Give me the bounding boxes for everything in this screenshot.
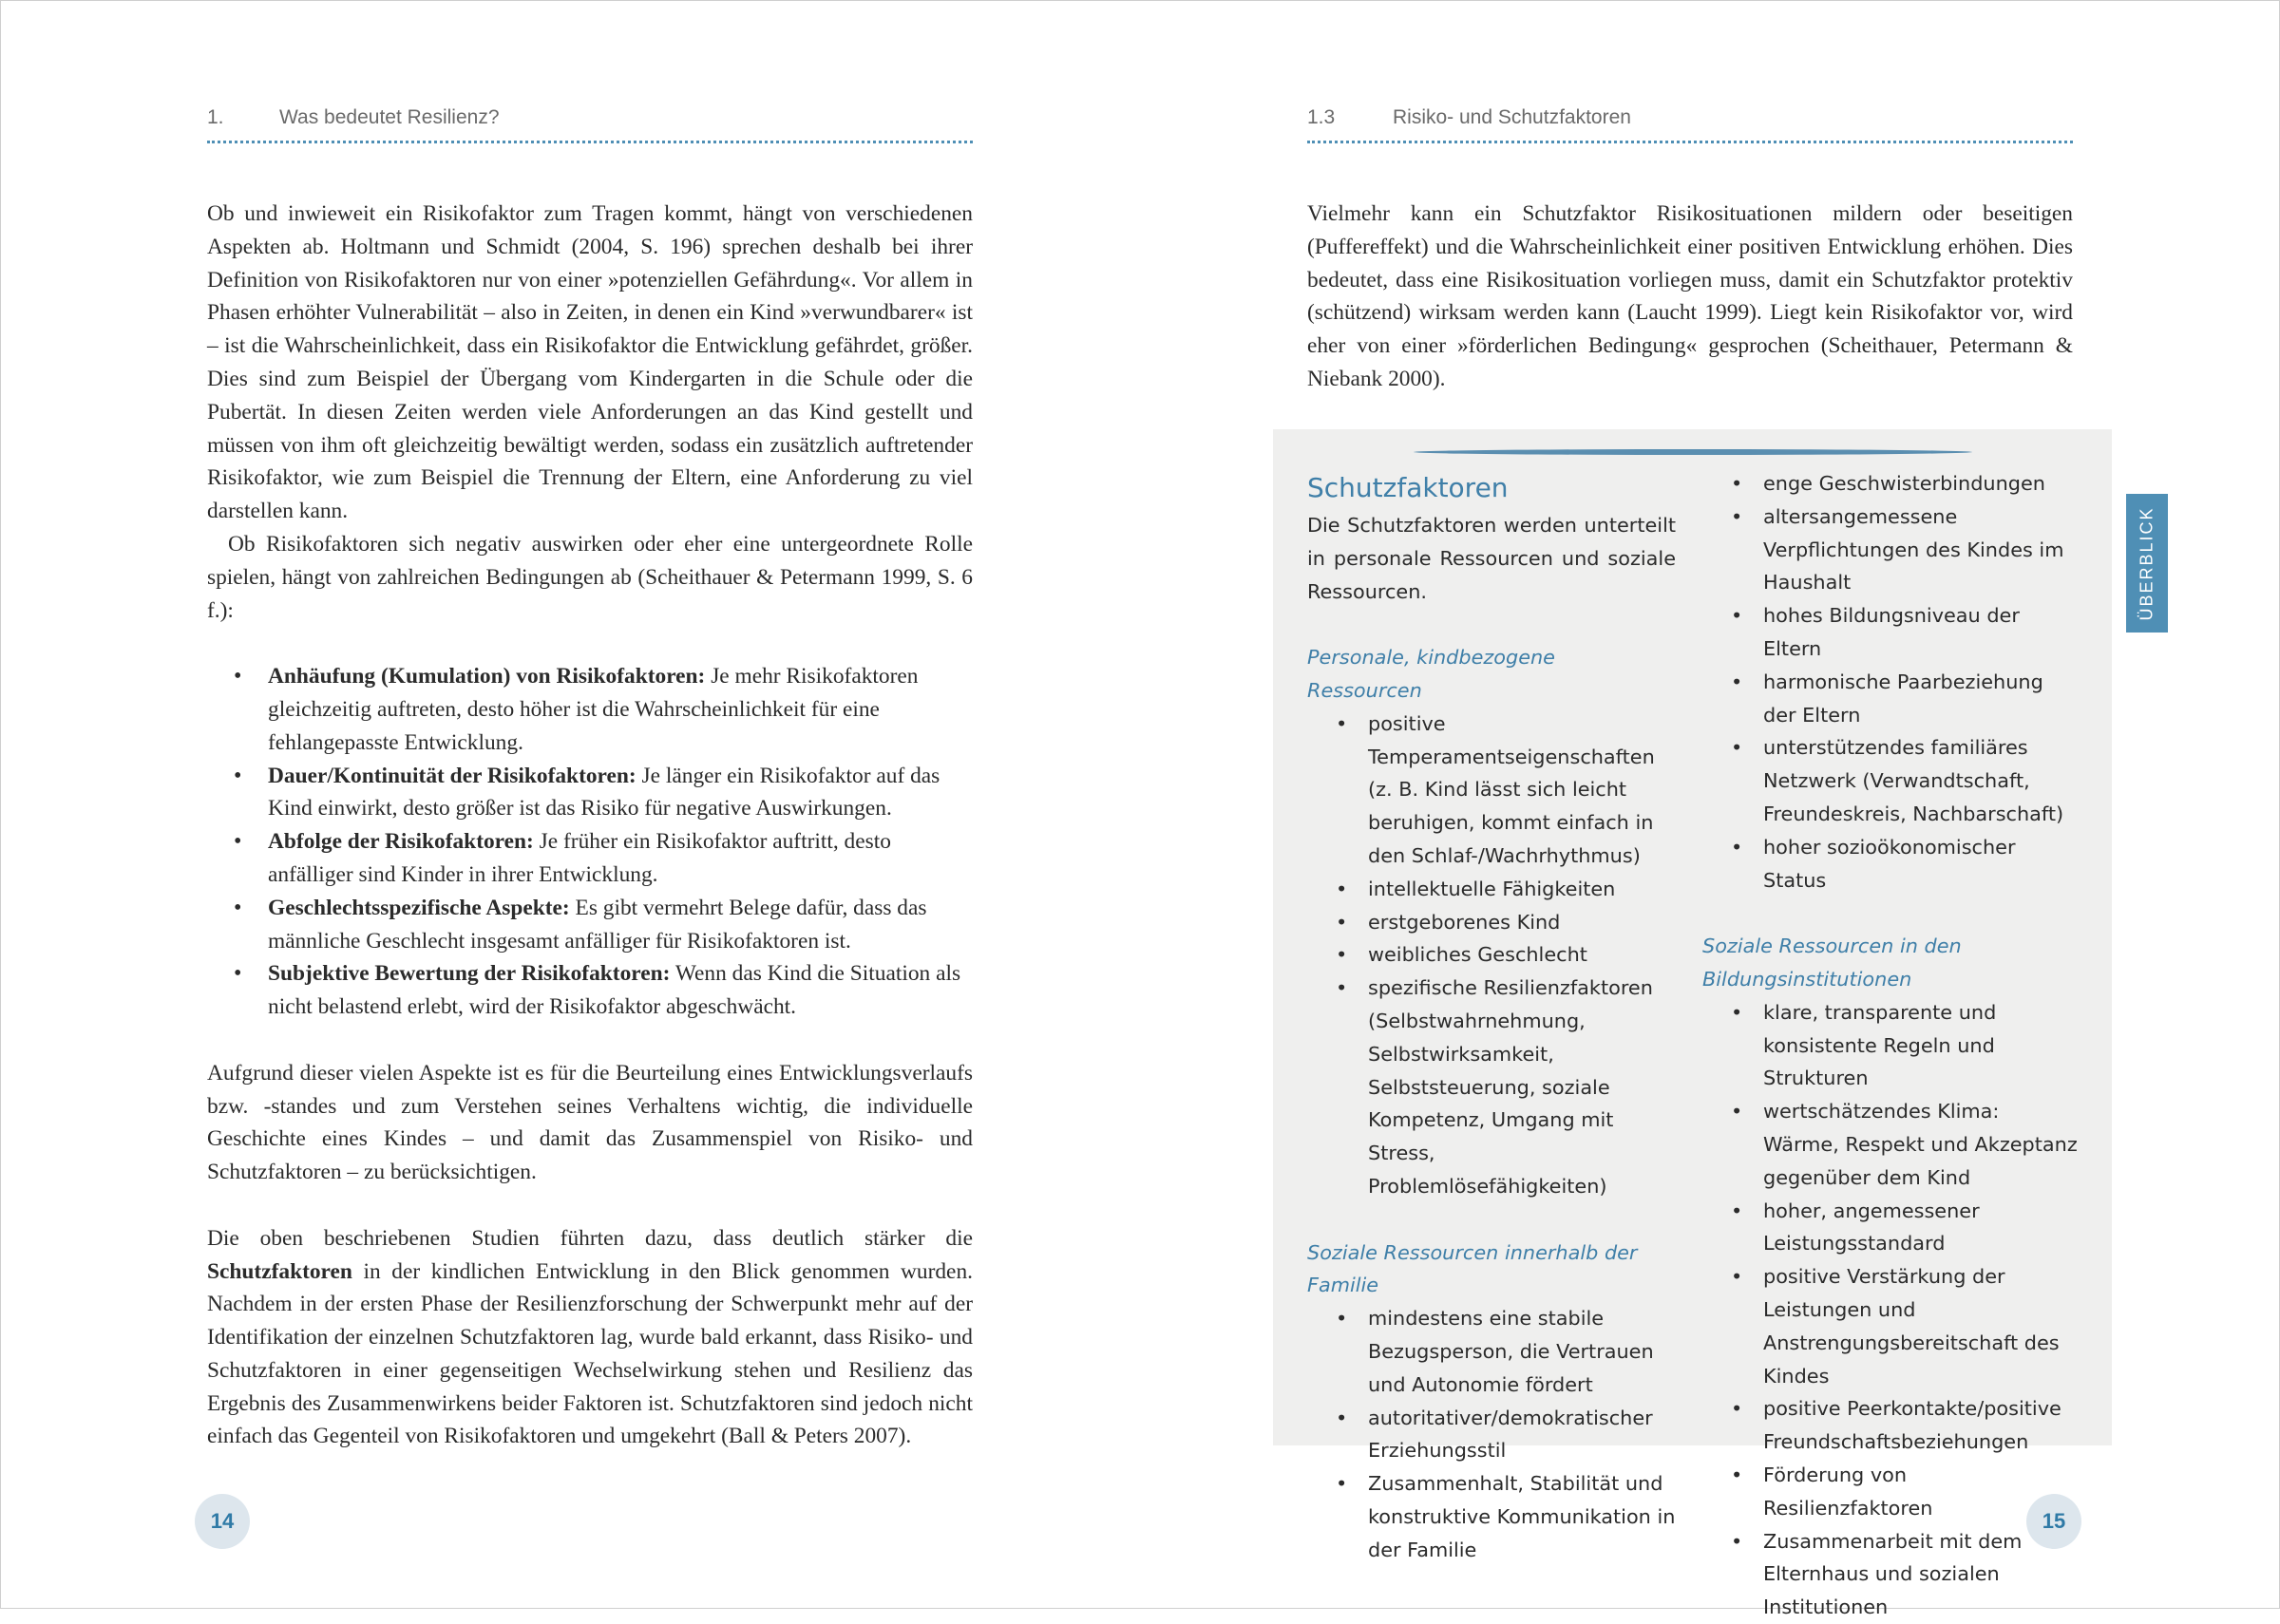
decorative-rule — [1414, 449, 1972, 455]
list-item: • spezifische Resilienzfaktoren (Selbstwahrnehmung, Selbstwirksamkeit, Selbststeuerung, soziale Kompetenz, Umgang mit Stress, Problemlösefähigkeiten) — [1368, 972, 1676, 1203]
personal-resources-list — [1307, 708, 1676, 1203]
list-item: • Geschlechtsspezifische Aspekte: Es gibt vermehrt Belege dafür, dass das männliche Geschlecht insgesamt anfälliger für Risikofaktoren ist. — [268, 892, 973, 958]
list-item: • altersangemessene Verpflichtungen des Kindes im Haushalt — [1763, 500, 2078, 599]
list-item: • hoher, angemessener Leistungsstandard — [1763, 1195, 2078, 1261]
list-item: • weibliches Geschlecht — [1368, 938, 1676, 972]
list-item: • Förderung von Resilienzfaktoren — [1763, 1459, 2078, 1525]
list-item: • positive Peerkontakte/positive Freundschaftsbeziehungen — [1763, 1392, 2078, 1459]
page-number: 14 — [195, 1494, 250, 1549]
paragraph: Ob und inwieweit ein Risikofaktor zum Tragen kommt, hängt von verschiedenen Aspekten ab. Holtmann und Schmidt (2004, S. 196) sprechen deshalb bei ihrer Definition von Risikofaktoren nur von einer »potenziellen Gefährdung«. Vor allem in Phasen erhöhter Vulnerabilität – also in Zeiten, in denen ein Kind »verwundbarer« ist – ist die Wahrscheinlichkeit, dass ein Risikofaktor die Entwicklung gefährdet, größer. Dies sind zum Beispiel der Übergang vom Kindergarten in die Schule oder die Pubertät. In diesen Zeiten werden viele Anforderungen an das Kind gestellt und müssen von ihm oft gleichzeitig bewältigt werden, sodass ein zusätzlich auftretender Risikofaktor, wie zum Beispiel die Trennung der Eltern, eine Anforderung zu viel darstellen kann. — [207, 201, 973, 524]
section-number: 1.3 — [1307, 106, 1336, 128]
overview-side-tab — [2126, 494, 2168, 633]
list-item: • hohes Bildungsniveau der Eltern — [1763, 599, 2078, 666]
paragraph: Vielmehr kann ein Schutzfaktor Risikosituationen mildern oder beseitigen (Puffereffekt) und die Wahrscheinlichkeit einer positiven Entwicklung erhöhen. Dies bedeutet, dass eine Risikosituation vorliegen muss, damit ein Schutzfaktor protektiv (schützend) wirksam werden kann (Laucht 1999). Liegt kein Risikofaktor vor, wird eher von einer »förderlichen Bedingung« gesprochen (Scheithauer, Petermann & Niebank 2000). — [1307, 201, 2073, 391]
list-item: • unterstützendes familiäres Netzwerk (Verwandtschaft, Freundeskreis, Nachbarschaft) — [1763, 731, 2078, 830]
section-title: Risiko- und Schutzfaktoren — [1393, 106, 1631, 128]
section-heading: Soziale Ressourcen innerhalb der Familie — [1307, 1240, 1638, 1297]
box-title: Schutzfaktoren — [1307, 472, 1509, 503]
paragraph: Ob Risikofaktoren sich negativ auswirken oder eher eine untergeordnete Rolle spielen, hängt von zahlreichen Bedingungen ab (Scheithauer & Petermann 1999, S. 6 f.): — [207, 531, 973, 623]
list-item: • harmonische Paarbeziehung der Eltern — [1763, 666, 2078, 732]
list-item: • autoritativer/demokratischer Erziehungsstil — [1368, 1402, 1676, 1468]
section-heading: Soziale Ressourcen in den Bildungsinstitutionen — [1702, 935, 1962, 991]
list-item: • mindestens eine stabile Bezugsperson, die Vertrauen und Autonomie fördert — [1368, 1302, 1676, 1401]
list-item: • erstgeborenes Kind — [1368, 906, 1676, 939]
risk-factor-conditions-list — [207, 660, 973, 1024]
right-page — [1140, 0, 2280, 1619]
list-item: • hoher sozioökonomischer Status — [1763, 831, 2078, 897]
running-head-right — [1307, 103, 2073, 143]
running-head-left — [207, 103, 973, 143]
list-item: • Abfolge der Risikofaktoren: Je früher ein Risikofaktor auftritt, desto anfälliger sind Kinder in ihrer Entwicklung. — [268, 825, 973, 892]
list-item: • intellektuelle Fähigkeiten — [1368, 873, 1676, 906]
paragraph: Die oben beschriebenen Studien führten dazu, dass deutlich stärker die Schutzfaktoren in der kindlichen Entwicklung in den Blick genommen wurden. Nachdem in der ersten Phase der Resilienzforschung der Schwerpunkt mehr auf der Identifikation der einzelnen Schutzfaktoren lag, wurde bald erkannt, dass Risiko- und Schutzfaktoren in einer gegenseitigen Wechselwirkung stehen und Resilienz das Ergebnis des Zusammenwirkens beider Faktoren ist. Schutzfaktoren sind jedoch nicht einfach das Gegenteil von Risikofaktoren und umgekehrt (Ball & Peters 2007). — [207, 1225, 973, 1449]
right-body-text — [1307, 198, 2073, 396]
left-page — [0, 0, 1140, 1609]
list-item: • Zusammenhalt, Stabilität und konstruktive Kommunikation in der Familie — [1368, 1467, 1676, 1566]
family-resources-list-continued — [1702, 467, 2078, 897]
list-item: • Subjektive Bewertung der Risikofaktoren: Wenn das Kind die Situation als nicht belastend erlebt, wird der Risikofaktor abgeschwächt. — [268, 957, 973, 1024]
list-item: • positive Temperamentseigenschaften (z. B. Kind lässt sich leicht beruhigen, kommt einfach in den Schlaf-/Wachrhythmus) — [1368, 708, 1676, 873]
chapter-title: Was bedeutet Resilienz? — [279, 106, 500, 128]
list-item: • Dauer/Kontinuität der Risikofaktoren: Je länger ein Risikofaktor auf das Kind einwirkt, desto größer ist das Risiko für negative Auswirkungen. — [268, 760, 973, 826]
box-intro: Die Schutzfaktoren werden unterteilt in personale Ressourcen und soziale Ressourcen. — [1307, 514, 1676, 603]
box-column-left — [1307, 467, 1676, 1567]
list-item: • Zusammenarbeit mit dem Elternhaus und sozialen Institutionen — [1763, 1525, 2078, 1624]
side-tab-label: ÜBERBLICK — [2137, 505, 2156, 621]
left-body-text — [207, 198, 973, 1453]
section-heading: Personale, kindbezogene Ressourcen — [1307, 646, 1555, 702]
chapter-number: 1. — [207, 106, 224, 128]
list-item: • wertschätzendes Klima: Wärme, Respekt und Akzeptanz gegenüber dem Kind — [1763, 1095, 2078, 1194]
family-resources-list — [1307, 1302, 1676, 1566]
list-item: • Anhäufung (Kumulation) von Risikofaktoren: Je mehr Risikofaktoren gleichzeitig auftreten, desto höher ist die Wahrscheinlichkeit für eine fehlangepasste Entwicklung. — [268, 660, 973, 759]
list-item: • enge Geschwisterbindungen — [1763, 467, 2078, 500]
list-item: • positive Verstärkung der Leistungen und Anstrengungsbereitschaft des Kindes — [1763, 1260, 2078, 1392]
institution-resources-list — [1702, 996, 2078, 1624]
list-item: • klare, transparente und konsistente Regeln und Strukturen — [1763, 996, 2078, 1095]
page-number: 15 — [2026, 1494, 2081, 1549]
box-column-right — [1702, 467, 2078, 1624]
paragraph: Aufgrund dieser vielen Aspekte ist es für die Beurteilung eines Entwicklungsverlaufs bzw. -standes und zum Verstehen seines Verhaltens wichtig, die individuelle Geschichte eines Kindes – und damit das Zusammenspiel von Risiko- und Schutzfaktoren – zu berücksichtigen. — [207, 1060, 973, 1185]
